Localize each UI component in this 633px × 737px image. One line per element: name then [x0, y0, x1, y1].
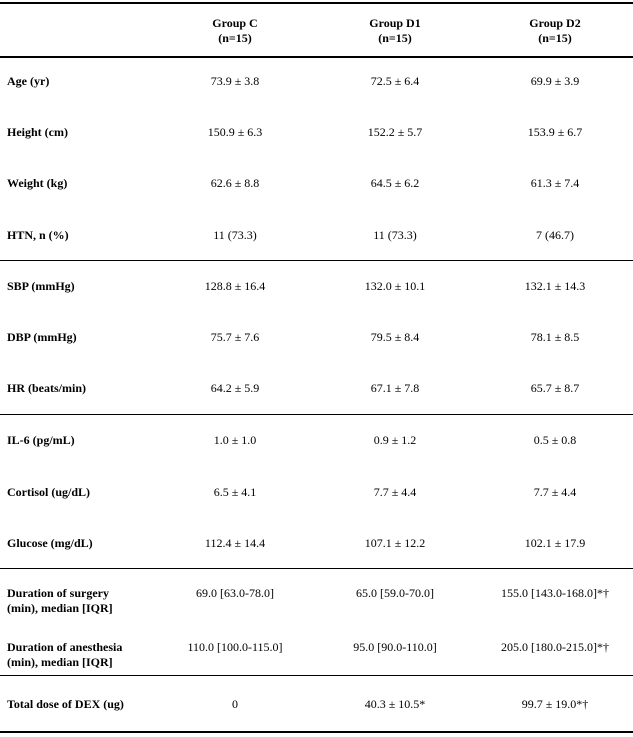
cell-group-d2: 78.1 ± 8.5	[530, 330, 580, 344]
cell-group-d2: 7 (46.7)	[536, 228, 574, 242]
cell-group-c: 64.2 ± 5.9	[210, 381, 260, 395]
cell-group-d1: 65.0 [59.0-70.0]	[356, 586, 434, 600]
row-label-line2: (min), median [IQR]	[7, 601, 113, 615]
row-label: SBP (mmHg)	[7, 279, 75, 293]
cell-group-d2: 99.7 ± 19.0*†	[521, 697, 589, 711]
cell-group-d1: 79.5 ± 8.4	[370, 330, 420, 344]
row-label: Cortisol (ug/dL)	[7, 485, 91, 499]
header-group-c-n: (n=15)	[218, 31, 252, 45]
header-group-c-name: Group C	[212, 16, 258, 30]
cell-group-c: 69.0 [63.0-78.0]	[196, 586, 274, 600]
table-top-rule	[0, 2, 633, 4]
cell-group-c: 73.9 ± 3.8	[210, 74, 260, 88]
cell-group-c: 75.7 ± 7.6	[210, 330, 260, 344]
cell-group-d2: 153.9 ± 6.7	[527, 125, 583, 139]
row-label-line1: Duration of surgery	[7, 586, 109, 600]
cell-group-d2: 69.9 ± 3.9	[530, 74, 580, 88]
cell-group-d1: 11 (73.3)	[373, 228, 417, 242]
header-group-d2	[475, 16, 633, 46]
cell-group-c: 110.0 [100.0-115.0]	[187, 640, 283, 654]
row-label: Height (cm)	[7, 125, 68, 139]
cell-group-d2: 0.5 ± 0.8	[533, 433, 577, 447]
section-divider	[0, 260, 633, 261]
table-bottom-rule	[0, 731, 633, 733]
header-group-d2-n: (n=15)	[538, 31, 572, 45]
row-label: DBP (mmHg)	[7, 330, 77, 344]
header-group-d1-name: Group D1	[369, 16, 421, 30]
cell-group-d1: 95.0 [90.0-110.0]	[353, 640, 437, 654]
row-label: Total dose of DEX (ug)	[7, 697, 124, 711]
cell-group-d2: 61.3 ± 7.4	[530, 176, 580, 190]
row-label: IL-6 (pg/mL)	[7, 433, 75, 447]
cell-group-d2: 102.1 ± 17.9	[524, 536, 586, 550]
row-label: Glucose (mg/dL)	[7, 536, 93, 550]
cell-group-d1: 0.9 ± 1.2	[373, 433, 417, 447]
cell-group-c: 6.5 ± 4.1	[213, 485, 257, 499]
row-label	[7, 640, 122, 670]
cell-group-c: 128.8 ± 16.4	[204, 279, 266, 293]
cell-group-d1: 67.1 ± 7.8	[370, 381, 420, 395]
cell-group-d2: 132.1 ± 14.3	[524, 279, 586, 293]
cell-group-d1: 72.5 ± 6.4	[370, 74, 420, 88]
header-rule	[0, 56, 633, 58]
row-label-line1: Duration of anesthesia	[7, 640, 123, 654]
cell-group-c: 112.4 ± 14.4	[204, 536, 266, 550]
cell-group-d1: 132.0 ± 10.1	[364, 279, 426, 293]
section-divider	[0, 414, 633, 415]
cell-group-c: 62.6 ± 8.8	[210, 176, 260, 190]
cell-group-d2: 155.0 [143.0-168.0]*†	[501, 586, 609, 600]
row-label: HTN, n (%)	[7, 228, 69, 242]
cell-group-c: 0	[232, 697, 238, 711]
cell-group-c: 150.9 ± 6.3	[207, 125, 263, 139]
row-label	[7, 586, 113, 616]
row-label: Weight (kg)	[7, 176, 68, 190]
cell-group-d1: 152.2 ± 5.7	[367, 125, 423, 139]
cell-group-c: 1.0 ± 1.0	[213, 433, 257, 447]
cell-group-d1: 40.3 ± 10.5*	[364, 697, 426, 711]
row-label: HR (beats/min)	[7, 381, 86, 395]
header-group-c	[155, 16, 315, 46]
cell-group-d1: 64.5 ± 6.2	[370, 176, 420, 190]
header-group-d1-n: (n=15)	[378, 31, 412, 45]
section-divider	[0, 568, 633, 569]
header-group-d1	[315, 16, 475, 46]
header-group-d2-name: Group D2	[529, 16, 581, 30]
row-label: Age (yr)	[7, 74, 50, 88]
cell-group-c: 11 (73.3)	[213, 228, 257, 242]
cell-group-d2: 7.7 ± 4.4	[533, 485, 577, 499]
cell-group-d2: 205.0 [180.0-215.0]*†	[501, 640, 609, 654]
cell-group-d2: 65.7 ± 8.7	[530, 381, 580, 395]
row-label-line2: (min), median [IQR]	[7, 655, 113, 669]
cell-group-d1: 107.1 ± 12.2	[364, 536, 426, 550]
cell-group-d1: 7.7 ± 4.4	[373, 485, 417, 499]
section-divider	[0, 675, 633, 676]
